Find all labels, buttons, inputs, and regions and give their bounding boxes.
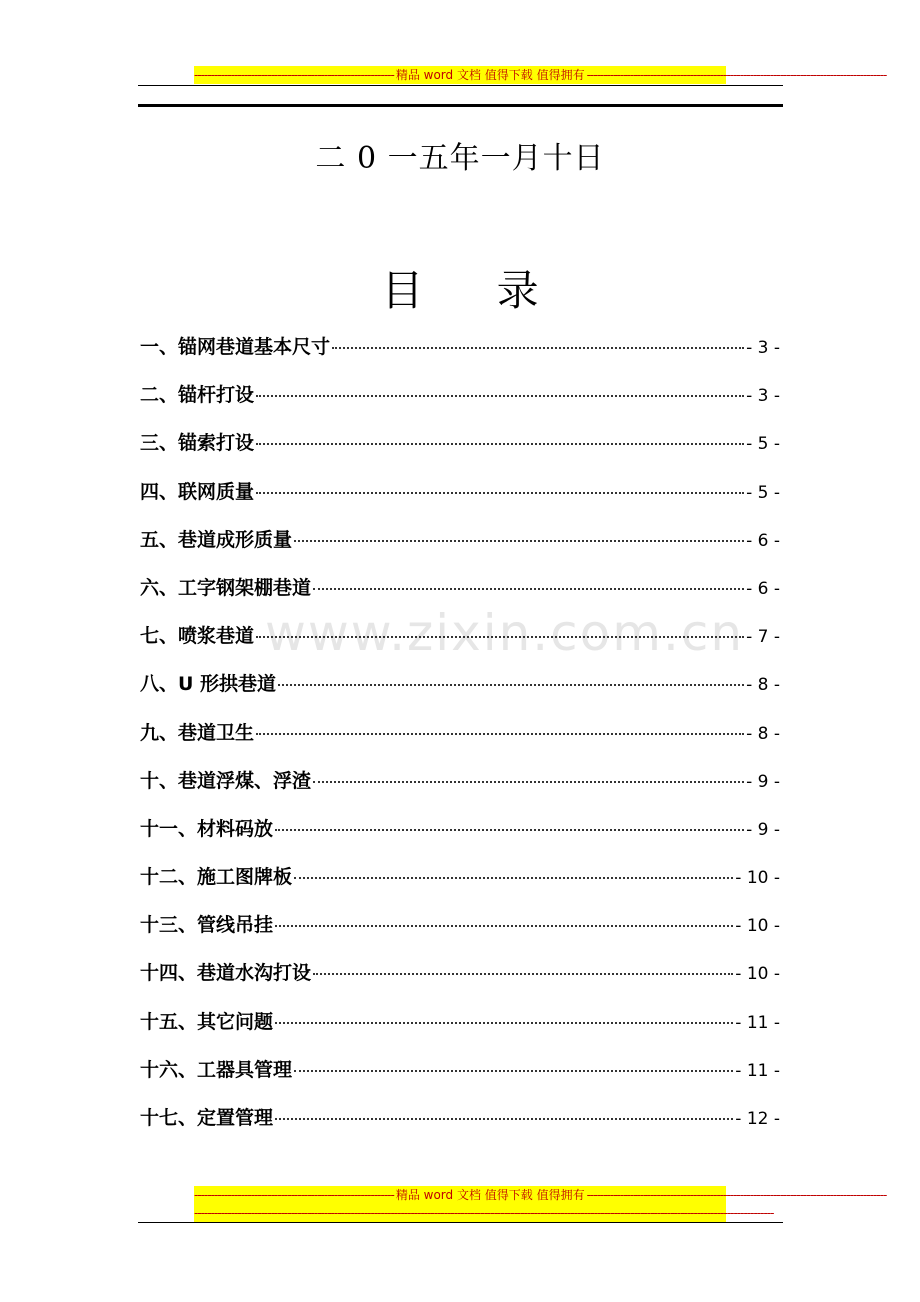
header-rule-thick [138, 104, 783, 107]
banner-dashes: ------------------------------------------------------------------------------------------ [586, 1188, 887, 1202]
toc-entry[interactable] [140, 523, 780, 571]
toc-entry-page: - 9 - [746, 819, 780, 840]
toc-entry-page: - 10 - [735, 916, 780, 937]
footer-banner [194, 1186, 887, 1222]
table-of-contents [140, 330, 780, 1149]
toc-entry-label: 七、喷浆巷道 [140, 625, 255, 648]
toc-dot-leader [256, 394, 744, 397]
toc-entry[interactable] [140, 330, 780, 378]
toc-entry-page: - 8 - [746, 675, 780, 696]
toc-entry[interactable] [140, 1053, 780, 1101]
toc-entry[interactable] [140, 378, 780, 426]
toc-entry-label: 五、巷道成形质量 [140, 528, 293, 551]
banner-dashes: ------------------------------------------------------------ [194, 1188, 394, 1202]
toc-entry-page: - 5 - [746, 482, 780, 503]
toc-entry[interactable] [140, 764, 780, 812]
toc-entry-page: - 3 - [746, 338, 780, 358]
toc-entry[interactable] [140, 475, 780, 523]
banner-dashes: ------------------------------------------------------------------------------------------ [586, 68, 887, 82]
banner-dashes: ------------------------------------------------------------------------------------------------------------------------------------------------------------------------------ [194, 1206, 774, 1220]
toc-dot-leader [275, 828, 744, 831]
toc-entry-page: - 6 - [746, 578, 780, 599]
toc-entry-page: - 3 - [746, 386, 780, 407]
toc-dot-leader [275, 1117, 733, 1120]
banner-dashes: ------------------------------------------------------------ [194, 68, 394, 82]
watermark: www.zixin.com.cn [265, 604, 745, 662]
toc-entry-label: 一、锚网巷道基本尺寸 [140, 336, 331, 358]
toc-entry[interactable] [140, 716, 780, 764]
toc-entry-page: - 11 - [735, 1012, 780, 1033]
toc-entry-label: 二、锚杆打设 [140, 384, 255, 407]
toc-entry-label: 十六、工器具管理 [140, 1058, 293, 1081]
toc-entry-page: - 10 - [735, 964, 780, 985]
toc-dot-leader [313, 780, 744, 783]
toc-dot-leader [313, 972, 733, 975]
toc-entry-page: - 7 - [746, 627, 780, 648]
toc-entry-label: 十二、施工图牌板 [140, 866, 293, 889]
toc-dot-leader [278, 683, 744, 686]
toc-dot-leader [332, 346, 744, 349]
toc-entry-page: - 12 - [735, 1109, 780, 1129]
toc-dot-leader [294, 539, 744, 542]
footer-rule [138, 1222, 783, 1223]
banner-text: 精品 word 文档 值得下载 值得拥有 [395, 1188, 585, 1202]
banner-text: 精品 word 文档 值得下载 值得拥有 [395, 68, 585, 82]
toc-dot-leader [256, 732, 744, 735]
toc-entry-page: - 10 - [735, 868, 780, 889]
toc-entry-label: 八、U 形拱巷道 [140, 673, 277, 696]
toc-entry-label: 三、锚索打设 [140, 432, 255, 455]
toc-entry[interactable] [140, 812, 780, 860]
toc-dot-leader [313, 587, 744, 590]
toc-entry-page: - 5 - [746, 434, 780, 455]
toc-entry-label: 四、联网质量 [140, 480, 255, 503]
toc-entry-page: - 11 - [735, 1060, 780, 1081]
toc-dot-leader [294, 876, 733, 879]
toc-dot-leader [256, 442, 744, 445]
toc-entry-label: 十七、定置管理 [140, 1107, 274, 1129]
toc-entry-page: - 9 - [746, 771, 780, 792]
toc-entry[interactable] [140, 1101, 780, 1149]
toc-entry-label: 十三、管线吊挂 [140, 914, 274, 937]
toc-dot-leader [256, 635, 744, 638]
toc-entry-label: 十一、材料码放 [140, 817, 274, 840]
toc-dot-leader [294, 1069, 733, 1072]
toc-entry-label: 十、巷道浮煤、浮渣 [140, 769, 312, 792]
toc-dot-leader [256, 491, 744, 494]
toc-entry[interactable] [140, 426, 780, 474]
toc-entry-page: - 6 - [746, 530, 780, 551]
toc-entry[interactable] [140, 956, 780, 1004]
toc-entry[interactable] [140, 571, 780, 619]
toc-dot-leader [275, 1021, 733, 1024]
document-date: 二 0 一五年一月十日 [315, 141, 605, 176]
toc-title: 目 录 [381, 266, 569, 315]
header-banner [194, 66, 887, 84]
toc-entry-label: 十四、巷道水沟打设 [140, 962, 312, 985]
header-rule-thin [138, 85, 783, 86]
toc-entry-label: 十五、其它问题 [140, 1010, 274, 1033]
toc-entry-label: 六、工字钢架棚巷道 [140, 576, 312, 599]
toc-dot-leader [275, 924, 733, 927]
toc-entry[interactable] [140, 619, 780, 667]
toc-entry-page: - 8 - [746, 723, 780, 744]
toc-entry[interactable] [140, 860, 780, 908]
toc-entry-label: 九、巷道卫生 [140, 721, 255, 744]
toc-entry[interactable] [140, 1005, 780, 1053]
toc-entry[interactable] [140, 667, 780, 715]
toc-entry[interactable] [140, 908, 780, 956]
